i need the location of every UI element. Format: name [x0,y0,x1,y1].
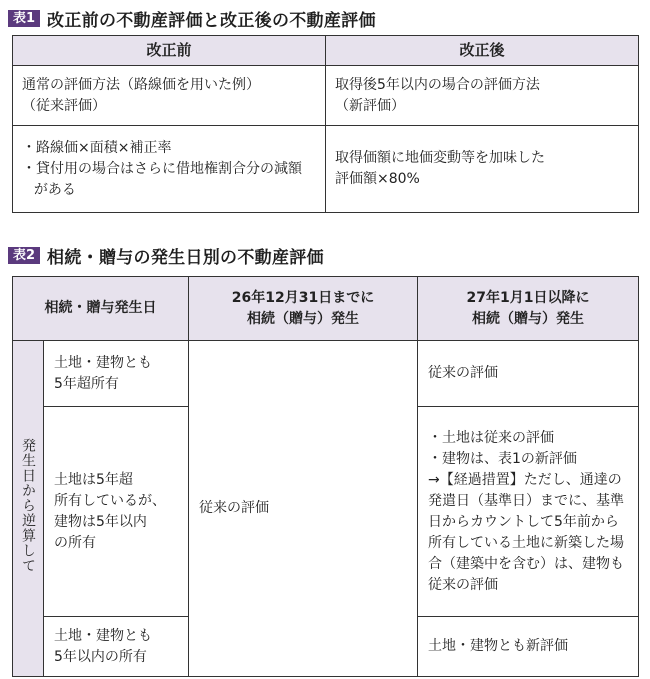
table2 [12,276,639,677]
bullet-item: ・貸付用の場合はさらに借地権割合分の減額がある [22,160,302,198]
table1-heading [8,6,376,31]
text-line: 所有しているが、 [54,492,166,509]
table2-row2-after [418,407,639,617]
table2-row3-after [418,617,639,677]
bullet-item: ・建物は、表1の新評価 [428,450,577,467]
header-line: 26年12月31日までに 相続（贈与）発生 [231,289,375,327]
text-line: 取得後5年以内の場合の評価方法 [335,76,540,93]
text-line: 5年超所有 [54,375,119,392]
text-line: 5年以内の所有 [54,648,147,665]
text-line: （新評価） [335,97,405,114]
header-line: 27年1月1日以降に 相続（贈与）発生 [466,289,590,327]
table2-before-merged: 従来の評価 [189,341,418,677]
table2-row1-after [418,341,639,407]
table2-header-date: 相続・贈与発生日 [13,277,189,341]
text-line: →【経過措置】ただし、通達の発遣日（基準日）までに、基準日からカウントして5年前から所有している土地に新築した場合（建築中を含む）は、建物も従来の評価 [428,471,624,593]
text-line: 通常の評価方法（路線価を用いた例） [22,76,260,93]
table1 [12,35,639,213]
table1-row2-before [13,126,326,213]
text-line: 建物は5年以内 [54,513,147,530]
table2-row3-condition [44,617,189,677]
table1-row2-after [326,126,639,213]
text-line: （従来評価） [22,97,106,114]
table2-header-after [418,277,639,341]
side-label: 発生日から逆算して [20,437,36,573]
text-line: 土地は5年超 [54,471,133,488]
table2-tag: 表2 [8,247,40,264]
text-line: 評価額×80% [335,171,420,187]
text-line: 土地・建物とも新評価 [428,638,568,654]
table1-header-after: 改正後 [326,36,639,66]
bullet-item: ・路線価×面積×補正率 [22,139,172,156]
bullet-item: ・土地は従来の評価 [428,429,554,446]
table1-tag: 表1 [8,10,40,27]
table1-title: 改正前の不動産評価と改正後の不動産評価 [47,11,376,31]
text-line: 取得価額に地価変動等を加味した [335,150,545,166]
text-line: 土地・建物とも [54,627,152,644]
text-line: 土地・建物とも [54,354,152,371]
text-line: 従来の評価 [428,365,498,381]
text-line: の所有 [54,534,96,551]
table2-heading [8,243,324,268]
table1-row1-before [13,66,326,126]
table1-header-before: 改正前 [13,36,326,66]
table1-row1-after [326,66,639,126]
table2-header-before [189,277,418,341]
table2-row1-condition [44,341,189,407]
table2-side-label-cell [13,341,44,677]
table2-row2-condition [44,407,189,617]
table2-title: 相続・贈与の発生日別の不動産評価 [47,248,324,268]
